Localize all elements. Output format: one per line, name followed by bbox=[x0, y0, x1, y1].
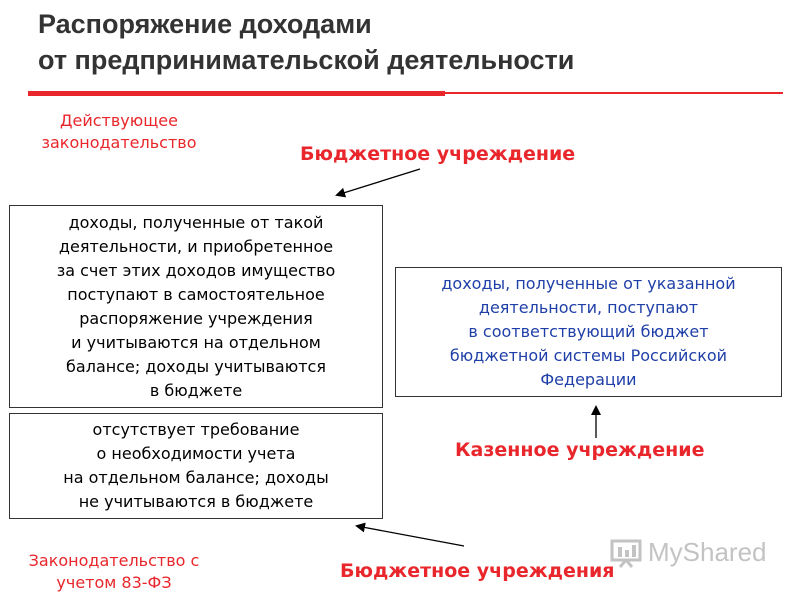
budget-institution-label: Бюджетное учреждение bbox=[300, 143, 576, 165]
treasury-institution-label: Казенное учреждение bbox=[455, 439, 705, 461]
arrow-to-83fz-box bbox=[357, 526, 464, 546]
income-treasury-text: доходы, полученные от указанной деятельности, поступают в соответствующий бюджет бюджетной системы Российской Федерации bbox=[441, 274, 736, 389]
watermark-text: MyShared bbox=[648, 537, 767, 567]
budget-institutions-label: Бюджетное учреждения bbox=[340, 560, 615, 582]
law-83fz-label: Законодательство с учетом 83-ФЗ bbox=[28, 551, 200, 592]
income-current-text: доходы, полученные от такой деятельности, и приобретенное за счет этих доходов имущество поступают в самостоятельное распоряжение учреждения и учитываются на отдельном балансе; доходы учитываются в бюджете bbox=[56, 212, 336, 400]
income-83fz-text: отсутствует требование о необходимости учета на отдельном балансе; доходы не учитываются в бюджете bbox=[63, 420, 329, 511]
title-line-1: Распоряжение доходами bbox=[38, 9, 372, 39]
arrow-to-current-box bbox=[337, 169, 420, 195]
current-law-label: Действующее законодательство bbox=[41, 111, 197, 152]
title-line-2: от предпринимательской деятельности bbox=[38, 45, 575, 75]
